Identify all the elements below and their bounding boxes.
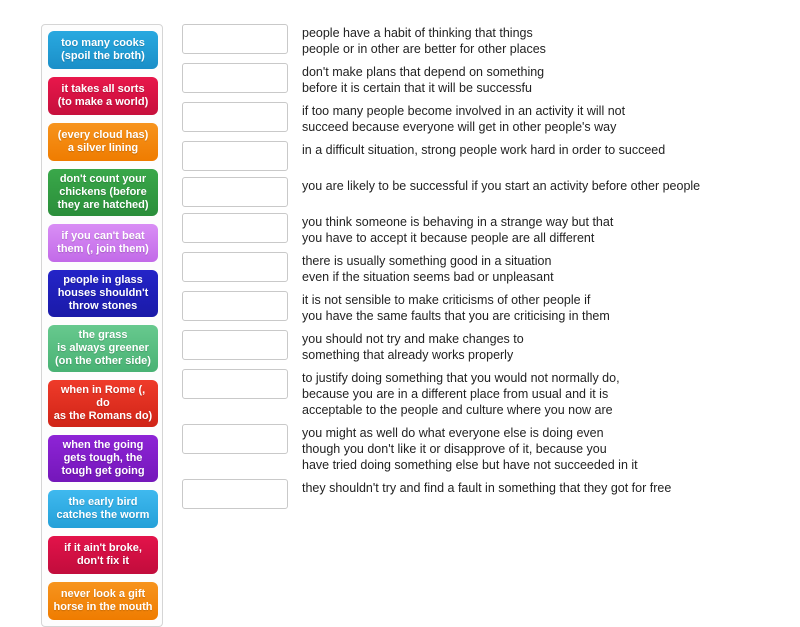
answer-row <box>182 330 782 363</box>
drop-target[interactable] <box>182 252 288 282</box>
definition-text: you should not try and make changes to something that already works properly <box>302 332 524 362</box>
definition-text: they shouldn't try and find a fault in something that they got for free <box>302 481 672 495</box>
drop-target[interactable] <box>182 102 288 132</box>
draggable-tile[interactable]: if it ain't broke, don't fix it <box>48 536 158 574</box>
definition-text: in a difficult situation, strong people work hard in order to succeed <box>302 143 666 157</box>
answer-row <box>182 141 782 171</box>
answers-panel <box>182 24 782 515</box>
drop-target[interactable] <box>182 291 288 321</box>
drop-target[interactable] <box>182 177 288 207</box>
answer-row <box>182 424 782 473</box>
drop-target[interactable] <box>182 330 288 360</box>
draggable-tile[interactable]: it takes all sorts (to make a world) <box>48 77 158 115</box>
drop-target[interactable] <box>182 424 288 454</box>
draggable-tile[interactable]: don't count your chickens (before they are hatched) <box>48 169 158 216</box>
definition-text: people have a habit of thinking that things people or in other are better for other places <box>302 26 546 56</box>
definition-text: you think someone is behaving in a strange way but that you have to accept it because people are all different <box>302 215 614 245</box>
answer-row <box>182 291 782 324</box>
draggable-tile[interactable]: too many cooks (spoil the broth) <box>48 31 158 69</box>
definition-text: if too many people become involved in an activity it will not succeed because everyone will get in other people's way <box>302 104 626 134</box>
draggable-tile[interactable]: if you can't beat them (, join them) <box>48 224 158 262</box>
drop-target[interactable] <box>182 141 288 171</box>
drop-target[interactable] <box>182 63 288 93</box>
answer-row <box>182 63 782 96</box>
draggable-tile[interactable]: the grass is always greener (on the other side) <box>48 325 158 372</box>
answer-row <box>182 252 782 285</box>
draggable-tiles-panel <box>41 24 163 627</box>
answer-row <box>182 102 782 135</box>
drop-target[interactable] <box>182 213 288 243</box>
draggable-tile[interactable]: people in glass houses shouldn't throw stones <box>48 270 158 317</box>
answer-row <box>182 479 782 509</box>
drop-target[interactable] <box>182 369 288 399</box>
drop-target[interactable] <box>182 24 288 54</box>
definition-text: it is not sensible to make criticisms of other people if you have the same faults that you are criticising in them <box>302 293 610 323</box>
draggable-tile[interactable]: never look a gift horse in the mouth <box>48 582 158 620</box>
definition-text: don't make plans that depend on something before it is certain that it will be successfu <box>302 65 545 95</box>
definition-text: there is usually something good in a situation even if the situation seems bad or unpleasant <box>302 254 554 284</box>
answer-row <box>182 213 782 246</box>
answer-row <box>182 369 782 418</box>
answer-row <box>182 177 782 207</box>
draggable-tile[interactable]: when in Rome (, do as the Romans do) <box>48 380 158 427</box>
draggable-tile[interactable]: the early bird catches the worm <box>48 490 158 528</box>
draggable-tile[interactable]: (every cloud has) a silver lining <box>48 123 158 161</box>
definition-text: you are likely to be successful if you start an activity before other people <box>302 179 701 193</box>
draggable-tile[interactable]: when the going gets tough, the tough get going <box>48 435 158 482</box>
definition-text: you might as well do what everyone else is doing even though you don't like it or disapprove of it, because you have tried doing something else but have not succeeded in it <box>302 426 638 472</box>
drop-target[interactable] <box>182 479 288 509</box>
answer-row <box>182 24 782 57</box>
definition-text: to justify doing something that you would not normally do, because you are in a different place from usual and it is acceptable to the people and culture where you now are <box>302 371 620 417</box>
